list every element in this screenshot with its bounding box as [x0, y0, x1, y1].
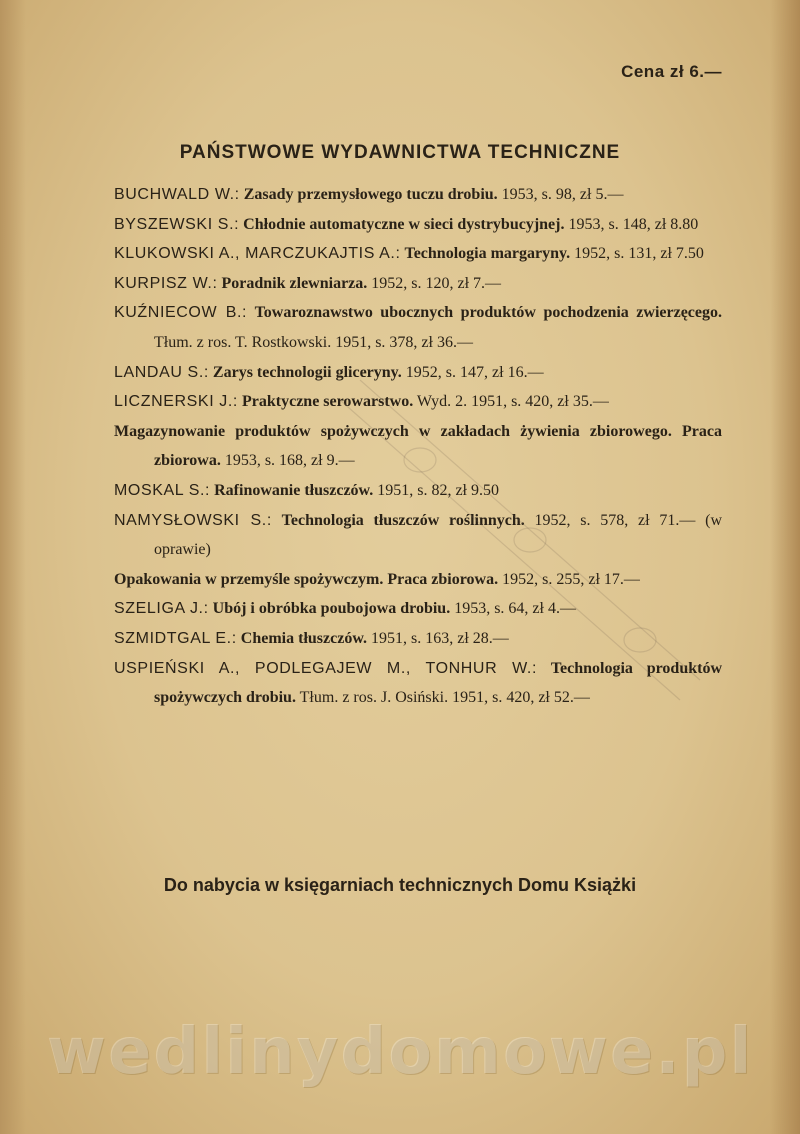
- entry-author: LICZNERSKI J.:: [114, 393, 238, 411]
- entry-title: Technologia margaryny.: [404, 245, 571, 263]
- book-entry: [114, 298, 722, 357]
- entry-author: NAMYSŁOWSKI S.:: [114, 511, 272, 529]
- entry-details: 1952, s. 120, zł 7.—: [371, 274, 502, 292]
- entry-title: Chłodnie automatyczne w sieci dystrybucyjnej.: [243, 215, 565, 233]
- entry-title: Praktyczne serowarstwo.: [241, 393, 414, 411]
- entry-details: Wyd. 2. 1951, s. 420, zł 35.—: [416, 393, 609, 411]
- entry-author: SZELIGA J.:: [114, 600, 209, 618]
- entry-details: Tłum. z ros. T. Rostkowski. 1951, s. 378, zł 36.—: [154, 333, 473, 351]
- entry-title: Magazynowanie produktów spożywczych w zakładach żywienia zbiorowego. Praca zbiorowa.: [114, 422, 722, 470]
- price-label: Cena zł 6.—: [621, 62, 722, 81]
- site-watermark: wedlinydomowe.pl: [46, 1015, 754, 1089]
- book-list: [114, 180, 722, 713]
- entry-details: 1952, s. 578, zł 71.— (w oprawie): [154, 511, 723, 559]
- book-entry: [114, 358, 722, 388]
- book-entry: [114, 476, 722, 506]
- book-entry: [114, 654, 722, 713]
- entry-title: Technologia produktów spożywczych drobiu.: [154, 659, 722, 707]
- paper-edge-left: [0, 0, 26, 1134]
- entry-title: Zarys technologii gliceryny.: [212, 363, 402, 381]
- publisher-title: PAŃSTWOWE WYDAWNICTWA TECHNICZNE: [179, 142, 621, 163]
- entry-author: KLUKOWSKI A., MARCZUKAJTIS A.:: [114, 245, 401, 263]
- entry-details: 1951, s. 163, zł 28.—: [370, 629, 509, 647]
- book-entry: [114, 180, 722, 210]
- entry-title: Technologia tłuszczów roślinnych.: [281, 511, 525, 529]
- entry-title: Chemia tłuszczów.: [240, 629, 367, 647]
- entry-details: 1953, s. 148, zł 8.80: [568, 215, 699, 233]
- entry-details: 1952, s. 255, zł 17.—: [502, 570, 640, 588]
- book-entry: [114, 239, 722, 269]
- entry-details: Tłum. z ros. J. Osiński. 1951, s. 420, zł 52.—: [299, 689, 590, 707]
- entry-details: 1951, s. 82, zł 9.50: [377, 481, 499, 499]
- book-entry: [114, 210, 722, 240]
- entry-author: MOSKAL S.:: [114, 481, 211, 499]
- entry-author: BYSZEWSKI S.:: [114, 215, 240, 233]
- book-entry: [114, 594, 722, 624]
- entry-title: Opakowania w przemyśle spożywczym. Praca zbiorowa.: [114, 570, 499, 588]
- entry-author: BUCHWALD W.:: [114, 186, 240, 203]
- book-entry: [114, 417, 722, 476]
- book-entry: [114, 565, 722, 595]
- availability-note: Do nabycia w księgarniach technicznych Domu Książki: [163, 875, 637, 895]
- entry-author: SZMIDTGAL E.:: [114, 629, 237, 647]
- entry-title: Poradnik zlewniarza.: [221, 274, 368, 292]
- entry-details: 1952, s. 131, zł 7.50: [574, 245, 704, 263]
- entry-author: KURPISZ W.:: [114, 274, 218, 292]
- entry-title: Rafinowanie tłuszczów.: [214, 481, 374, 499]
- entry-author: KUŹNIECOW B.:: [114, 304, 248, 322]
- entry-details: 1953, s. 168, zł 9.—: [224, 452, 355, 470]
- book-entry: [114, 506, 722, 565]
- entry-details: 1952, s. 147, zł 16.—: [405, 363, 544, 381]
- book-entry: [114, 269, 722, 299]
- book-entry: [114, 624, 722, 654]
- entry-author: LANDAU S.:: [114, 363, 209, 381]
- entry-title: Towaroznawstwo ubocznych produktów pochodzenia zwierzęcego.: [254, 304, 723, 322]
- entry-title: Ubój i obróbka poubojowa drobiu.: [212, 600, 451, 618]
- entry-details: 1953, s. 98, zł 5.—: [501, 186, 624, 203]
- paper-edge-right: [770, 0, 800, 1134]
- entry-details: 1953, s. 64, zł 4.—: [454, 600, 576, 618]
- book-entry: [114, 387, 722, 417]
- entry-author: USPIEŃSKI A., PODLEGAJEW M., TONHUR W.:: [114, 659, 537, 677]
- entry-title: Zasady przemysłowego tuczu drobiu.: [243, 186, 498, 203]
